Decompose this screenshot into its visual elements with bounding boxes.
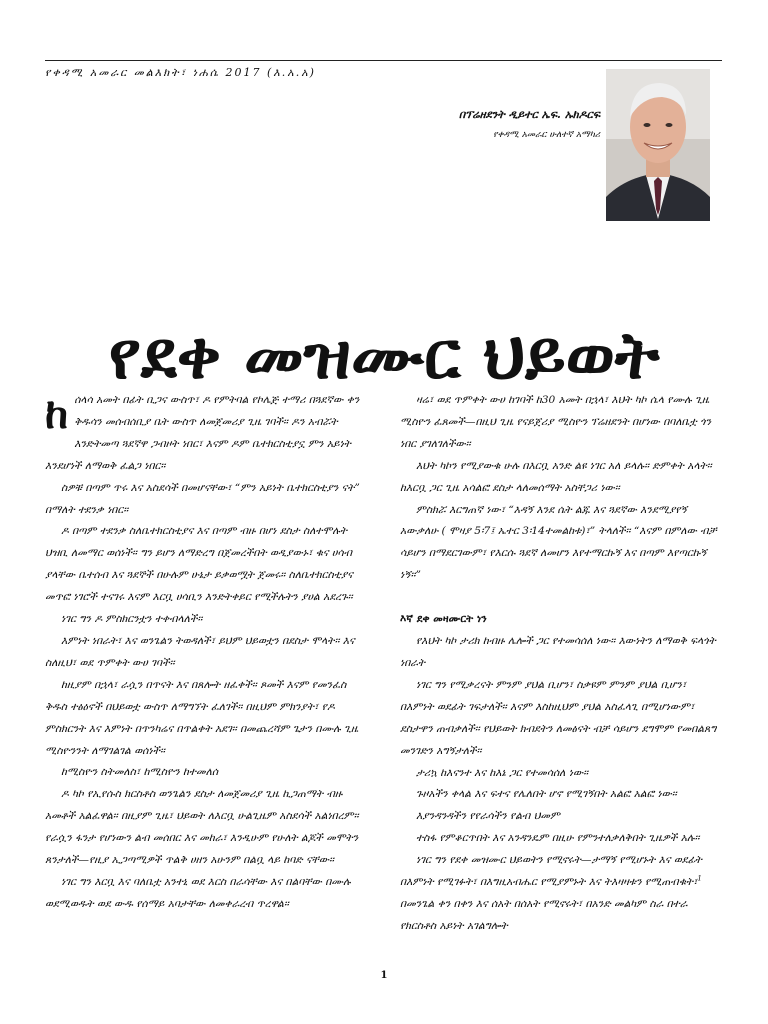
paragraph-text: ነገር ግን የደቀ መዝሙር ህይወትን የሚኖሩት—ታማኝ የሚሆኑት እና ወደፊት በእምነት የሚገፉት፣ በእግዚአብሔር የሚያምኑት እና ትእዛዛቱን የሚጠብቁት፣: [400, 854, 702, 889]
author-name: በፕሬዘደንት ዲይተር ኤፍ. ኡክዶርፍ: [458, 108, 600, 121]
paragraph: ዛሬ፣ ወደ ጥምቀት ውሀ ከገባች ከ30 አመት በኋላ፣ እህት ካኮ ሴላ የሙሉ ጊዜ ሚስዮን ፈጸመች—በዚህ ጊዜ የናይጀሪያ ሚስዮን ፕሬዘደንት በሆነው በባለቤቷ ጎን ነበር ያገለገለችው።: [400, 394, 711, 450]
paragraph: ዶ ካኮ የኢየሱስ ክርስቶስ ወንጌልን ደስታ ለመጀመሪያ ጊዜ ኪጋጠማት ብዙ አመቶች አልፈዋል። በዚያም ጊዜ፣ ህይወት ለእርቧ ሁልጊዜም አስደሳች አልነበረም። የራሷን ፋንታ የሆነውን ልብ መሰበር እና መከራ፣ እንዲሁም የሁለት ልጆች መሞትን ጸንታለች—የዚያ ኢጋጣሚዎች ጥልቅ ሀዘን አሁንም በልቧ ላይ ከባድ ናቸው።: [45, 788, 359, 867]
author-role: የቀዳሚ አመራር ሁለተኛ አማካሪ: [493, 130, 600, 140]
paragraph: ከሚስዮን ስትመለስ፣ ከሚስዮን ከተመለሰ: [61, 766, 219, 779]
paragraph: ነገር ግን ዶ ምስክርንቷን ተቀብላለች።: [61, 613, 203, 626]
paragraph: ጉዞአችን ቀላል እና ፍተና የሌለበት ሆኖ የሚገኝበት አልፎ አልፎ ነው።: [416, 788, 677, 801]
paragraph: ነገር ግን እርቧ እና ባለቤቷ አንተኒ ወደ እርስ በራሳቸው እና በልባቸው በሙሉ ወደሚወዱት ወደ ውዱ የሰማይ አባታቸው ለመቀራረብ ጥረዋል።: [45, 875, 351, 910]
paragraph: እያንዳንዳችን የየራሳችን የልብ ህመም: [416, 810, 560, 823]
paragraph: ዶ በጣም ተደንቃ ስለቤተክርስቲያና እና በጣም ብዙ በሆነ ደስታ ስለተሞሉት ህዝቢ ለመማር ወሰነች። ግን ይሆን ለማድረግ በጀመረችበት ወዲያውኑ፣ ቁና ሀሳብ ያላቸው ቤተሰብ እና ጓደኞች በሁሉም ሁኔታ ይቃወሟት ጀመሩ። ስለቤተክርስቲያና መጥፎ ነገሮች ተናገሩ እናም እርቧ ሀሳቢን እንድትቀይር የሚችሉትን ያሀል አደረጉ።: [45, 525, 353, 604]
paragraph-text: ሰላሳ አመት በፊት ቢጋና ውስጥ፣ ዶ የምትባል የኮሌጅ ተማሪ በጓደኛው ቀን ቅዱሳን መሰብሰቢያ ቤት ውስጥ ለመጀመሪያ ጊዜ ገባች። ዶን አብሯት እንድትመጣ ጓደኛዋ ጋብዞት ነበር፣ እናም ዶም ቤተክርስቲያኗ ምን አይነት እንደሆነች ለማወቅ ፈልጋ ነበር።: [45, 394, 360, 472]
paragraph: ተስፋ የምቆርጥበት እና አንዳንዴም በዚሁ የምንተለቃለቅበት ጊዜዎች አሉ።: [416, 832, 700, 845]
left-column: [45, 390, 367, 916]
paragraph: ከዚያም በኋላ፣ ራሷን በጥናት እና በጸሎት ዘፈቀች። ጾመች እናም የመንፈስ ቅዱስ ተፅዕኖች በህይወቷ ውስጥ ለማግኘት ፈለገች። በዚህም ምክንያት፣ የዶ ምስክርንት እና እምነት በጥንካሬና በጥልቀት አደገ። በመጨረሻም ጌታን በሙሉ ጊዜ ሚስዮንንት ለማገልገል ወሰነች።: [45, 678, 359, 757]
paragraph: ስዎቹ በጣም ጥሩ እና አስደሳች በመሆናቸው፣ “ምን አይነት ቤተክርስቲያን ናት” በማለት ተደንቃ ነበር።: [45, 481, 360, 516]
header-rule: [45, 60, 722, 61]
drop-cap: ከ: [45, 389, 69, 438]
section-subhead: እኛ ደቀ መዛሙርት ነን: [400, 613, 487, 626]
byline: [459, 108, 600, 140]
paragraph: [45, 390, 367, 478]
paragraph: [400, 850, 722, 938]
paragraph: ታሪኳ ከእናንተ እና ከእኔ ጋር የተመሳሰለ ነው።: [416, 766, 589, 779]
page-number: 1: [380, 970, 388, 981]
paragraph-text: በመንጌል ቀን በቀን እና ሰአት በሰአት የሚኖሩት፣ በአንድ መልካም ስራ በተራ የክርስቶስ አይነት አገልግሎት: [400, 897, 688, 932]
publication-header: የቀዳሚ አመራር መልእክት፣ ነሐሴ 2017 (እ.አ.አ): [45, 66, 316, 79]
paragraph: እምነት ነበራት፣ እና ወንጌልን ትወዳለች፣ ይህም ህይወቷን በደስታ ሞላት። እና ስለዚህ፣ ወደ ጥምቀት ውሀ ገባች።: [45, 634, 355, 669]
author-portrait-image: [606, 69, 710, 221]
paragraph: እህት ካኮን የሚያውቁ ሁሉ በእርቧ አንድ ልዩ ነገር አለ ይላሉ። ድምቀት አላት። ከእርቧ ጋር ጊዜ አሳልፎ ደስታ ላለመሰማት አስቸጋሪ ነው።: [400, 459, 712, 494]
paragraph: የእህት ካኮ ታሪክ ከብዙ ሌሎች ጋር የተመሳሰለ ነው። እውነትን ለማወቅ ፍላጎት ነበራት: [400, 635, 716, 669]
right-column: [400, 390, 722, 938]
author-portrait: [606, 69, 710, 221]
paragraph: ነገር ግን የሚቃረናት ምንም ያህል ቢሆን፣ ስቃዩም ምንም ያህል ቢሆን፣ በእምነት ወደፊት ገፍታለች። እናም እስከዚህም ያህል አስፈላጊ በሚሆነውም፣ ደስታዋን ጠብቃለች። የህይወት ክብደትን ለመፅናት ብቻ ሳይሆን ደግሞም የመበልጸግ መንገድን አግኝታለች።: [400, 678, 717, 757]
paragraph: ምስክሯ እርግጠኛ ነው፣ “እዳኝ እንደ ሴት ልጁ እና ጓደኛው እንደሚያየኝ አውቃለሁ ( ሞዛያ 5፡7፤ ኤተር 3፡14ተመልከቱ)፣” ትላለች። “እናም በምለው ብቻ ሳይሆን በማደርገውም፣ የእርሱ ጓደኛ ለመሆን እየተማርኩኝ እና በጣም እየጣርኩኝ ነኝ።”: [400, 503, 717, 582]
article-title: የደቀ መዝሙር ህይወት: [108, 316, 660, 395]
footnote-marker[interactable]: 1: [697, 874, 702, 883]
